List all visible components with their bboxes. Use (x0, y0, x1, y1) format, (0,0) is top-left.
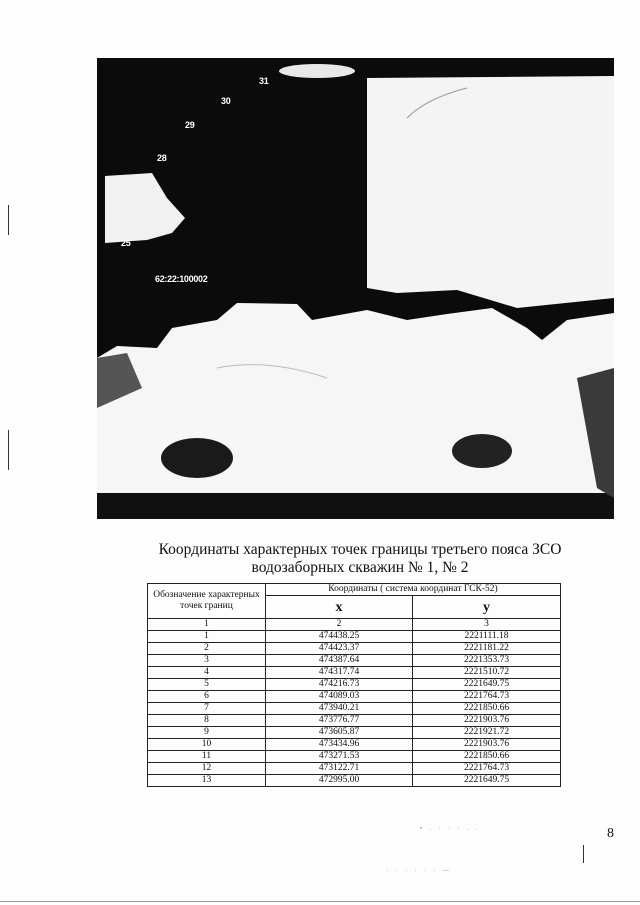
map-point-label: 30 (221, 96, 231, 106)
col-header-x: x (266, 596, 413, 619)
x-value: 474438.25 (266, 631, 413, 643)
y-value: 2221903.76 (413, 739, 561, 751)
point-id: 9 (148, 727, 266, 739)
point-id: 12 (148, 763, 266, 775)
x-value: 473122.71 (266, 763, 413, 775)
aerial-map-image (97, 58, 614, 519)
y-value: 2221921.72 (413, 727, 561, 739)
table-row (148, 751, 561, 763)
table-row (148, 727, 561, 739)
scan-specks: • . · · · . . (420, 826, 481, 832)
table-row (148, 655, 561, 667)
point-id: 7 (148, 703, 266, 715)
x-value: 474089.03 (266, 691, 413, 703)
point-id: 6 (148, 691, 266, 703)
point-id: 4 (148, 667, 266, 679)
x-value: 473605.87 (266, 727, 413, 739)
table-row (148, 643, 561, 655)
coordinates-table (147, 583, 561, 787)
point-id: 2 (148, 643, 266, 655)
y-value: 2221903.76 (413, 715, 561, 727)
x-value: 474423.37 (266, 643, 413, 655)
map-point-label: 28 (157, 153, 167, 163)
table-row (148, 631, 561, 643)
y-value: 2221764.73 (413, 763, 561, 775)
x-value: 474317.74 (266, 667, 413, 679)
table-row (148, 739, 561, 751)
point-id: 11 (148, 751, 266, 763)
y-value: 2221764.73 (413, 691, 561, 703)
scan-specks: · · · · · · — (386, 868, 452, 874)
y-value: 2221850.66 (413, 751, 561, 763)
table-row (148, 703, 561, 715)
table-row (148, 775, 561, 787)
scan-mark (8, 205, 9, 235)
map-point-label: 29 (185, 120, 195, 130)
table-row (148, 691, 561, 703)
table-row (148, 715, 561, 727)
x-value: 473434.96 (266, 739, 413, 751)
map-scale-text: 62:22:100002 (155, 274, 208, 284)
y-value: 2221850.66 (413, 703, 561, 715)
x-value: 473776.77 (266, 715, 413, 727)
x-value: 472995.00 (266, 775, 413, 787)
scan-mark (583, 845, 584, 863)
map-drawing (97, 58, 614, 519)
point-id: 8 (148, 715, 266, 727)
table-row (148, 763, 561, 775)
y-value: 2221111.18 (413, 631, 561, 643)
x-value: 473271.53 (266, 751, 413, 763)
point-id: 5 (148, 679, 266, 691)
y-value: 2221649.75 (413, 775, 561, 787)
point-id: 10 (148, 739, 266, 751)
map-point-label: 25 (121, 238, 131, 248)
table-row (148, 679, 561, 691)
table-row (148, 667, 561, 679)
page-number: 8 (607, 826, 614, 841)
col-header-coordinates: Координаты ( система координат ГСК-52) (266, 584, 561, 596)
y-value: 2221353.73 (413, 655, 561, 667)
col-number: 3 (413, 619, 561, 631)
point-id: 1 (148, 631, 266, 643)
x-value: 474387.64 (266, 655, 413, 667)
heading-line-2: водозаборных скважин № 1, № 2 (251, 559, 469, 576)
y-value: 2221181.22 (413, 643, 561, 655)
x-value: 473940.21 (266, 703, 413, 715)
col-number: 2 (266, 619, 413, 631)
table-heading (140, 541, 580, 577)
col-header-y: y (413, 596, 561, 619)
point-id: 3 (148, 655, 266, 667)
col-number: 1 (148, 619, 266, 631)
page-bottom-edge (0, 901, 640, 902)
map-point-label: 31 (259, 76, 269, 86)
point-id: 13 (148, 775, 266, 787)
y-value: 2221649.75 (413, 679, 561, 691)
heading-line-1: Координаты характерных точек границы третьего пояса ЗСО (158, 541, 562, 558)
scan-mark (8, 430, 9, 470)
y-value: 2221510.72 (413, 667, 561, 679)
col-header-points: Обозначение характерных точек границ (148, 584, 266, 619)
x-value: 474216.73 (266, 679, 413, 691)
